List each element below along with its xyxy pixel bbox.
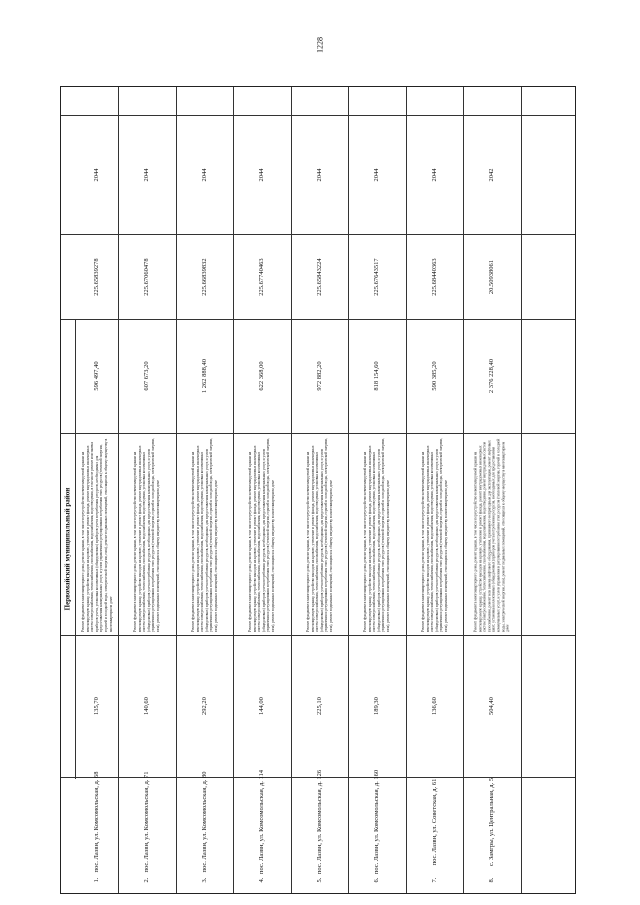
address-cell-text: пос. Лазвн, ул. Советская, д. 61 xyxy=(430,778,438,866)
works-cell-text: Ремонт фундамента многоквартирного дома, ремонт крыши, в том числе переустройство невентилируемой крыши на вентилируемую крышу, устройство выходов на кровлю, утепление и ремонт фасада, ремонт внутридомовых инженерных систем электроснабжения, теплоснабжения, газоснабжения, водоснабжения, водоотведения, установка коллективных (общедомовых) приборов учета потребления ресурсов, необходимых для предоставления коммунальных услуг, и узлов управления и регулирования потребления этих ресурсов (тепловой энергии, горячей и холодной воды, электрической энергии, газа), ремонт подвальных помещений, относящихся к общему имуществу в многоквартирном доме xyxy=(190,437,218,632)
cost-cell-text: 1 262 888,40 xyxy=(200,358,208,394)
works-cell xyxy=(463,433,521,635)
area-cell-text: 292,20 xyxy=(200,697,208,715)
area-cell xyxy=(463,635,521,777)
address-cell xyxy=(406,777,463,867)
area-cell-text: 189,30 xyxy=(372,697,380,715)
works-cell xyxy=(406,433,463,635)
code-cell-text: 225.65843224 xyxy=(315,257,323,296)
num-cell-text: 4. xyxy=(257,877,265,883)
works-cell xyxy=(75,433,118,635)
area-cell-text: 504,40 xyxy=(487,697,495,715)
spacer xyxy=(118,87,176,115)
code-cell-text: 225.68440363 xyxy=(430,257,438,296)
code-cell xyxy=(233,234,291,319)
area-cell xyxy=(118,635,176,777)
area-cell-text: 144,00 xyxy=(257,697,265,715)
address-cell xyxy=(463,777,521,867)
area-cell-text: 140,60 xyxy=(142,697,150,715)
code-cell xyxy=(176,234,233,319)
address-cell xyxy=(348,769,406,875)
grid-line xyxy=(521,87,522,893)
works-cell xyxy=(233,433,291,635)
year-cell xyxy=(176,115,233,234)
year-cell-text: 2044 xyxy=(372,168,380,181)
works-cell-text: Ремонт фундамента многоквартирного дома, ремонт крыши, в том числе переустройство невентилируемой крыши на вентилируемую крышу, устройство выходов на кровлю, утепление и ремонт фасада, ремонт внутридомовых инженерных систем электроснабжения, теплоснабжения, газоснабжения, водоснабжения, водоотведения, в том числе ремонт или замена приборов учета, установка коллективных (общедомовых) приборов учета потребления ресурсов, необходимых для предоставления коммунальных услуг, и узлов управления и регулирования потребления этих ресурсов (тепловой энергии, горячей и холодной воды, электрической энергии, газа), ремонт подвальных помещений, относящихся к общему имуществу в многоквартирном доме xyxy=(80,438,112,632)
num-cell-text: 8. xyxy=(487,877,495,883)
code-cell-text: 225.67643517 xyxy=(372,257,380,296)
year-cell xyxy=(406,115,463,234)
year-cell xyxy=(233,115,291,234)
spacer xyxy=(75,87,118,115)
works-cell-text: Ремонт фундамента многоквартирного дома, ремонт крыши, в том числе переустройство невентилируемой крыши на вентилируемую крышу, устройство выходов на кровлю, утепление и ремонт фасада, ремонт внутридомовых инженерных систем электроснабжения, теплоснабжения, газоснабжения, водоснабжения, водоотведения, установка коллективных (общедомовых) приборов учета потребления ресурсов, необходимых для предоставления коммунальных услуг, и узлов управления и регулирования потребления этих ресурсов (тепловой энергии, горячей и холодной воды, электрической энергии, газа), ремонт подвальных помещений, относящихся к общему имуществу в многоквартирном доме xyxy=(363,437,391,632)
area-cell xyxy=(176,635,233,777)
section-title: Первомайский муниципальный район xyxy=(63,487,72,611)
cost-cell-text: 972 882,20 xyxy=(315,361,323,391)
area-cell xyxy=(233,635,291,777)
spacer xyxy=(348,87,406,115)
area-cell-text: 135,70 xyxy=(92,697,100,715)
section-title-cell xyxy=(61,319,75,779)
cost-cell xyxy=(176,319,233,433)
code-cell-text: 225.67740463 xyxy=(257,257,265,296)
year-cell-text: 2044 xyxy=(315,168,323,181)
address-cell-text: с. Замгры, ул. Центральная, д. 5 xyxy=(487,777,495,867)
works-cell-text: Ремонт фундамента многоквартирного дома, ремонт крыши, в том числе переустройство невентилируемой крыши на вентилируемую крышу, устройство выходов на кровлю, утепление и ремонт фасада, ремонт внутридомовых инженерных систем электроснабжения, теплоснабжения, газоснабжения, водоснабжения, водоотведения, установка коллективных (общедомовых) приборов учета потребления ресурсов, необходимых для предоставления коммунальных услуг, и узлов управления и регулирования потребления этих ресурсов (тепловой энергии, горячей и холодной воды, электрической энергии, газа), ремонт подвальных помещений, относящихся к общему имуществу в многоквартирном доме xyxy=(248,437,276,632)
works-cell-text: Ремонт фундамента многоквартирного дома, ремонт крыши, в том числе переустройство невентилируемой крыши на вентилируемую крышу, устройство выходов на кровлю, утепление и ремонт фасада, ремонт внутридомовых инженерных систем электроснабжения, теплоснабжения, газоснабжения, водоснабжения, водоотведения, установка коллективных (общедомовых) приборов учета потребления ресурсов, необходимых для предоставления коммунальных услуг, и узлов управления и регулирования потребления этих ресурсов (тепловой энергии, горячей и холодной воды, электрической энергии, газа), ремонт подвальных помещений, относящихся к общему имуществу в многоквартирном доме xyxy=(133,437,161,632)
area-cell xyxy=(291,635,348,777)
area-cell-text: 136,60 xyxy=(430,697,438,715)
cost-cell-text: 590 385,20 xyxy=(430,361,438,391)
area-cell xyxy=(406,635,463,777)
year-cell xyxy=(348,115,406,234)
page-number xyxy=(313,30,327,60)
works-table xyxy=(60,86,576,894)
num-cell xyxy=(176,867,233,893)
year-cell xyxy=(291,115,348,234)
address-cell-text: пос. Лазвн, ул. Комсомольская, д. 71 xyxy=(142,771,150,873)
num-cell-text: 2. xyxy=(142,877,150,883)
num-cell xyxy=(233,867,291,893)
num-cell xyxy=(406,867,463,893)
year-cell-text: 2042 xyxy=(487,168,495,181)
spacer xyxy=(463,87,521,115)
year-cell xyxy=(118,115,176,234)
spacer xyxy=(291,87,348,115)
works-cell xyxy=(291,433,348,635)
year-cell-text: 2044 xyxy=(142,168,150,181)
cost-cell xyxy=(118,319,176,433)
cost-cell xyxy=(463,319,521,433)
cost-cell-text: 596 497,40 xyxy=(92,361,100,391)
year-cell-text: 2044 xyxy=(92,168,100,181)
address-cell-text: пос. Лазвн, ул. Комсомольская, д. 68 xyxy=(92,771,100,873)
spacer xyxy=(233,87,291,115)
cost-cell xyxy=(348,319,406,433)
works-cell xyxy=(348,433,406,635)
code-cell xyxy=(463,234,521,319)
code-cell xyxy=(75,234,118,319)
address-cell-text: пос. Лазвн, ул. Комсомольская, д. 80 xyxy=(200,771,208,873)
address-cell-text: пос. Лазвн, ул. Комсомольская, д. 126 xyxy=(315,769,323,875)
year-cell-text: 2044 xyxy=(430,168,438,181)
num-cell xyxy=(348,867,406,893)
num-cell-text: 1. xyxy=(92,877,100,883)
num-cell-text: 5. xyxy=(315,877,323,883)
page-number-text: 1228 xyxy=(315,37,325,53)
num-cell xyxy=(75,867,118,893)
works-cell-text: Ремонт фундамента многоквартирного дома, ремонт крыши, в том числе переустройство невентилируемой крыши на вентилируемую крышу, устройство выходов на кровлю, утепление и ремонт фасада, ремонт внутридомовых инженерных систем электроснабжения, теплоснабжения, газоснабжения, водоснабжения, водоотведения, установка коллективных (общедомовых) приборов учета потребления ресурсов, необходимых для предоставления коммунальных услуг, и узлов управления и регулирования потребления этих ресурсов (тепловой энергии, горячей и холодной воды, электрической энергии, газа), ремонт подвальных помещений, относящихся к общему имуществу в многоквартирном доме xyxy=(305,437,333,632)
num-cell-text: 7. xyxy=(430,877,438,883)
area-cell-text: 225,10 xyxy=(315,697,323,715)
area-cell xyxy=(75,635,118,777)
address-cell xyxy=(291,769,348,875)
code-cell-text: 20.50938061 xyxy=(487,259,495,294)
cost-cell xyxy=(291,319,348,433)
num-cell xyxy=(291,867,348,893)
cost-cell xyxy=(75,319,118,433)
address-cell xyxy=(75,771,118,873)
address-cell xyxy=(118,771,176,873)
address-cell xyxy=(176,771,233,873)
year-cell xyxy=(75,115,118,234)
code-cell xyxy=(291,234,348,319)
cost-cell-text: 607 673,20 xyxy=(142,361,150,391)
works-cell-text: Ремонт фундамента многоквартирного дома, ремонт крыши, в том числе переустройство невентилируемой крыши на вентилируемую крышу, устройство выходов на кровлю, утепление и ремонт фасада, ремонт внутридомовых инженерных систем электроснабжения, теплоснабжения, газоснабжения, водоснабжения, водоотведения, установка коллективных (общедомовых) приборов учета потребления ресурсов, необходимых для предоставления коммунальных услуг, и узлов управления и регулирования потребления этих ресурсов (тепловой энергии, горячей и холодной воды, электрической энергии, газа), ремонт подвальных помещений, относящихся к общему имуществу в многоквартирном доме xyxy=(420,437,448,632)
works-cell xyxy=(118,433,176,635)
num-cell-text: 3. xyxy=(200,877,208,883)
works-cell-text: Ремонт фундамента многоквартирного дома, ремонт крыши, в том числе переустройство невентилируемой крыши на вентилируемую крышу, устройство выходов на кровлю, утепление и ремонт фасада, ремонт внутридомовых инженерных систем электроснабжения, теплоснабжения, газоснабжения, водоснабжения, водоотведения, ремонт внутридомовых систем газоснабжения, ремонт или замена лифтового оборудования, признанного непригодным для эксплуатации, ремонт лифтовых шахт, установка коллективных (общедомовых) приборов учета потребления ресурсов, необходимых для предоставления коммунальных услуг, и узлов управления и регулирования потребления этих ресурсов (тепловой энергии, горячей и холодной воды, электрической энергии, газа), ремонт подвальных помещений, относящихся к общему имуществу в многоквартирном доме xyxy=(473,438,510,632)
cost-cell-text: 622 368,00 xyxy=(257,361,265,391)
spacer xyxy=(176,87,233,115)
year-cell-text: 2044 xyxy=(200,168,208,181)
spacer xyxy=(406,87,463,115)
num-cell xyxy=(118,867,176,893)
code-cell xyxy=(406,234,463,319)
code-cell xyxy=(118,234,176,319)
address-cell xyxy=(233,769,291,875)
area-cell xyxy=(348,635,406,777)
cost-cell xyxy=(233,319,291,433)
cost-cell-text: 2 376 228,40 xyxy=(487,358,495,394)
code-cell-text: 225.65839278 xyxy=(92,257,100,296)
year-cell xyxy=(463,115,521,234)
code-cell xyxy=(348,234,406,319)
address-cell-text: пос. Лазвн, ул. Комсомольская, д. 114 xyxy=(257,769,265,875)
year-cell-text: 2044 xyxy=(257,168,265,181)
address-cell-text: пос. Лазвн, ул. Комсомольская, д. 160 xyxy=(372,769,380,875)
cost-cell xyxy=(406,319,463,433)
code-cell-text: 225.66839832 xyxy=(200,257,208,296)
cost-cell-text: 818 154,60 xyxy=(372,361,380,391)
num-cell-text: 6. xyxy=(372,877,380,883)
code-cell-text: 225.67060478 xyxy=(142,257,150,296)
works-cell xyxy=(176,433,233,635)
num-cell xyxy=(463,867,521,893)
